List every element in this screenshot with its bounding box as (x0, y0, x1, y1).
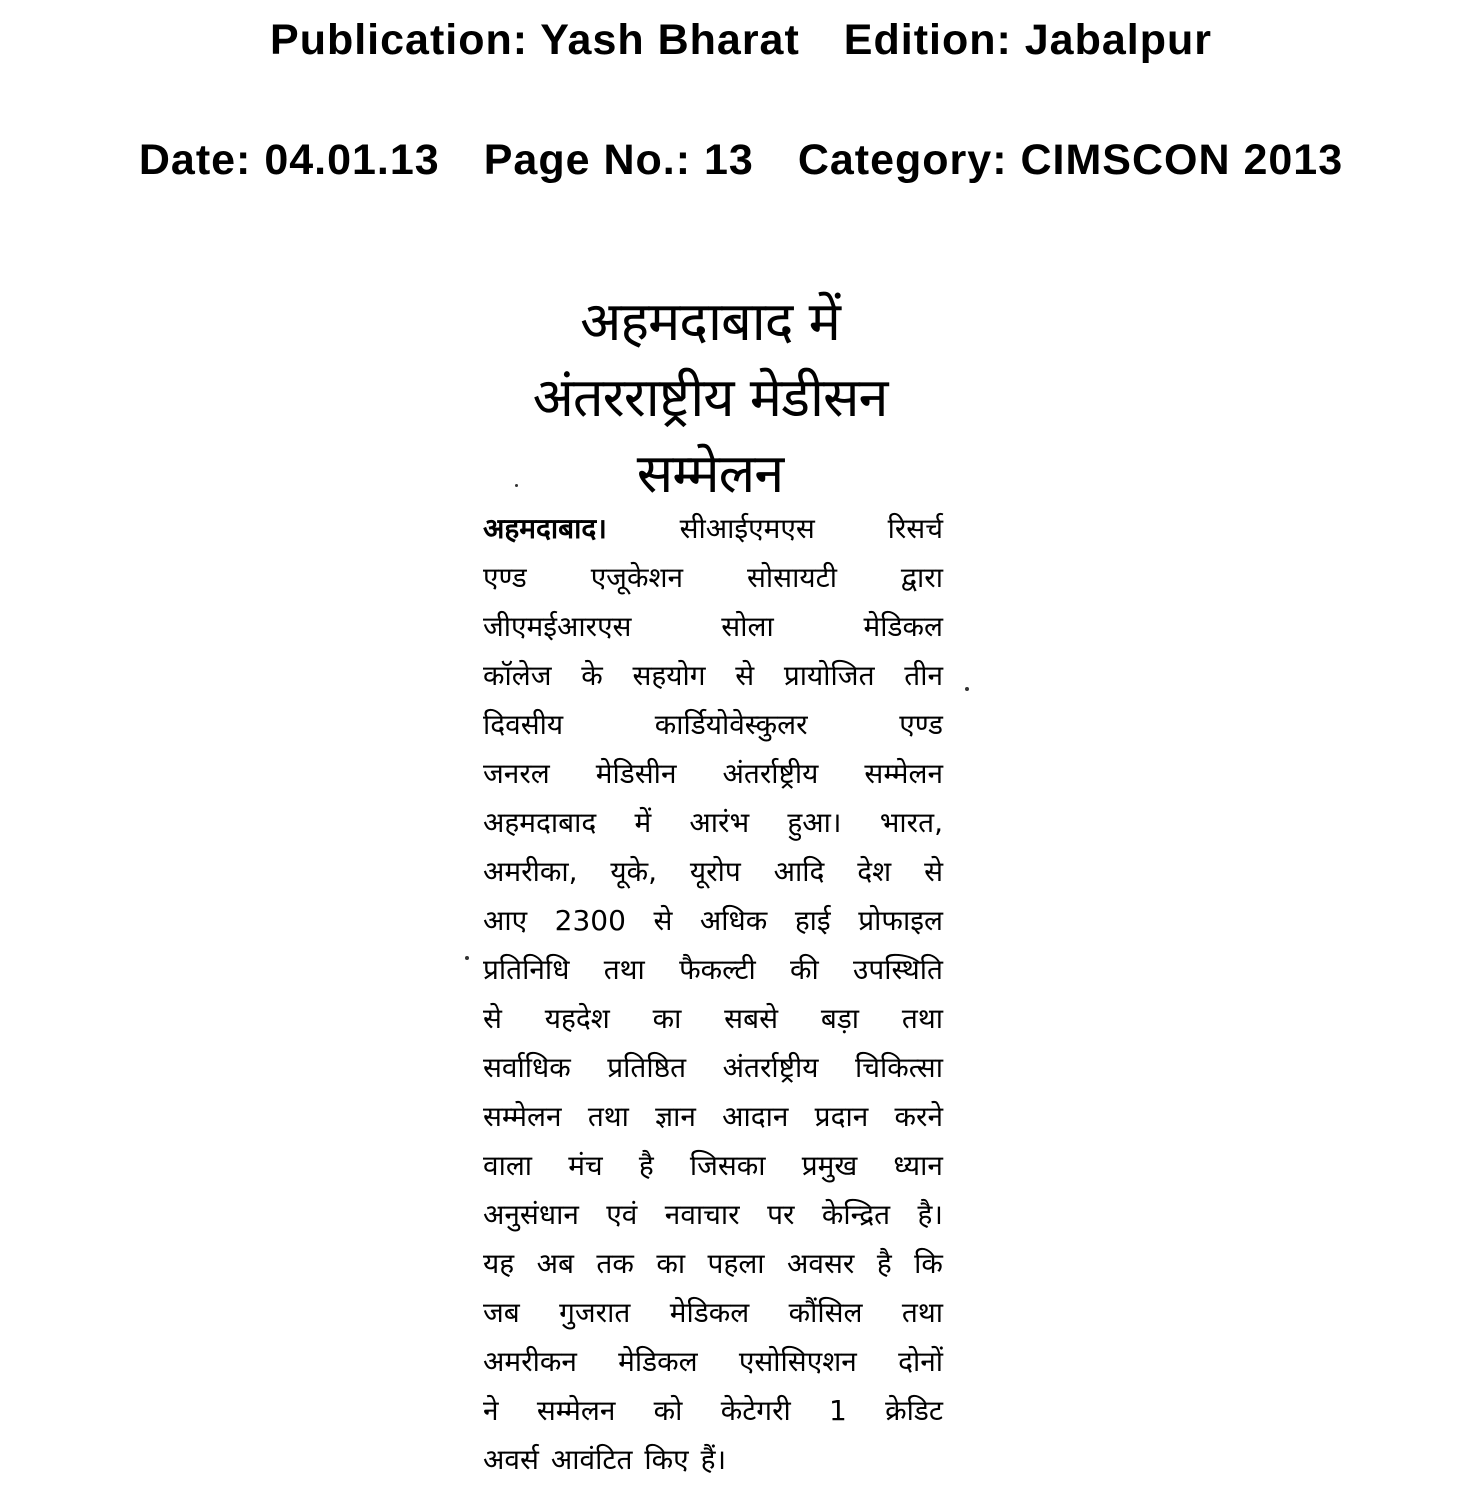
article-word: द्वारा (900, 561, 943, 594)
article-line (483, 994, 943, 1043)
article-word: सम्मेलन (536, 1394, 616, 1427)
article-word: प्रमुख (801, 1149, 858, 1182)
article-word: मेडिकल (669, 1296, 750, 1329)
article-word: का (656, 1247, 686, 1280)
article-word: दिवसीय (483, 708, 564, 741)
article-word: ने (483, 1394, 499, 1427)
article-word: तथा (901, 1296, 943, 1329)
article-word: दोनों (898, 1345, 943, 1378)
article-word: सहयोग (632, 659, 706, 692)
article-word: का (652, 1002, 682, 1035)
article-word: यहदेश (544, 1002, 610, 1035)
article-word: तथा (901, 1002, 943, 1035)
article-line (483, 1337, 943, 1386)
article-word: जब (483, 1296, 520, 1329)
article-word: चिकित्सा (855, 1051, 943, 1084)
article-line (483, 504, 943, 553)
meta-line-publication (0, 16, 1482, 65)
publication-label: Publication: Yash Bharat (270, 16, 800, 64)
article-word: फैकल्टी (679, 953, 756, 986)
article-word: तथा (603, 953, 645, 986)
article-word: जनरल (483, 757, 550, 790)
article-line (483, 1435, 943, 1484)
article-word: की (790, 953, 819, 986)
article-word: के (581, 659, 603, 692)
article-word: से (653, 904, 673, 937)
article-word: रिसर्च (887, 512, 943, 545)
article-line (483, 945, 943, 994)
article-word: अंतर्राष्ट्रीय (722, 757, 819, 790)
article-word: बड़ा (820, 1002, 860, 1035)
article-word: जीएमईआरएस (483, 610, 632, 643)
article-word: आवंटित (550, 1443, 633, 1476)
article-word: अवर्स (483, 1443, 539, 1476)
article-word: 2300 (554, 904, 626, 937)
print-speck (965, 687, 969, 691)
article-word: ध्यान (893, 1149, 943, 1182)
headline-line: अंतरराष्ट्रीय मेडीसन (532, 366, 888, 429)
article-word: है (638, 1149, 654, 1182)
article-line (483, 1092, 943, 1141)
article-word: अमरीकन (483, 1345, 577, 1378)
article-word: कार्डियोवेस्कुलर (654, 708, 808, 741)
article-word: एण्ड (483, 561, 527, 594)
article-word: हैं। (700, 1443, 727, 1476)
article-word: अमरीका, (483, 855, 578, 888)
article-word: क्रेडिट (885, 1394, 943, 1427)
headline-line: सम्मेलन (636, 442, 784, 505)
category-label: Category: CIMSCON 2013 (797, 136, 1344, 184)
article-line (483, 798, 943, 847)
article-word: सबसे (724, 1002, 779, 1035)
article-word: सोसायटी (747, 561, 837, 594)
article-word: से (483, 1002, 502, 1035)
article-word: अधिक (699, 904, 768, 937)
article-word: है। (917, 1198, 943, 1231)
article-word: मेडिकल (618, 1345, 698, 1378)
headline-line: अहमदाबाद में (580, 290, 840, 353)
article-word: जिसका (689, 1149, 766, 1182)
article-body (483, 504, 943, 1484)
newspaper-clipping (445, 262, 975, 1490)
page-number-label: Page No.: 13 (483, 136, 754, 184)
article-word: यूरोप (689, 855, 741, 888)
article-word: तीन (904, 659, 943, 692)
article-word: आदि (773, 855, 825, 888)
article-word: हाई (794, 904, 831, 937)
article-line (483, 896, 943, 945)
article-word: में (634, 806, 652, 839)
article-word: तक (596, 1247, 634, 1280)
article-word: अब (536, 1247, 574, 1280)
article-word: कॉलेज (483, 659, 552, 692)
article-line (483, 1043, 943, 1092)
article-word: अवसर (787, 1247, 855, 1280)
article-word: करने (894, 1100, 943, 1133)
article-word: किए (644, 1443, 689, 1476)
article-word: प्रोफाइल (858, 904, 943, 937)
article-line (483, 1190, 943, 1239)
article-word: प्रायोजित (783, 659, 875, 692)
article-line (483, 1288, 943, 1337)
article-word: अंतर्राष्ट्रीय (722, 1051, 819, 1084)
article-word: देश (857, 855, 892, 888)
meta-line-date (0, 136, 1482, 185)
edition-label: Edition: Jabalpur (843, 16, 1212, 64)
article-word: कि (914, 1247, 943, 1280)
article-word: यूके, (610, 855, 658, 888)
article-headline (445, 284, 975, 512)
article-word: तथा (587, 1100, 629, 1133)
article-word: हुआ। (787, 806, 842, 839)
article-word: सम्मेलन (483, 1100, 562, 1133)
article-word: को (653, 1394, 683, 1427)
article-word: उपस्थिति (853, 953, 943, 986)
article-word: मेडिसीन (595, 757, 677, 790)
article-word: एसोसिएशन (738, 1345, 857, 1378)
article-word: आदान (722, 1100, 789, 1133)
article-word: यह (483, 1247, 515, 1280)
article-word: प्रदान (814, 1100, 869, 1133)
article-word: आए (483, 904, 528, 937)
article-word: वाला (483, 1149, 533, 1182)
article-word: भारत, (879, 806, 943, 839)
article-word: आरंभ (689, 806, 750, 839)
article-word: कौंसिल (788, 1296, 863, 1329)
article-word: पर (767, 1198, 795, 1231)
article-word: प्रतिष्ठित (607, 1051, 687, 1084)
article-word: सर्वाधिक (483, 1051, 571, 1084)
article-word: से (735, 659, 755, 692)
article-line (483, 749, 943, 798)
article-word: सोला (721, 610, 774, 643)
article-line (483, 1239, 943, 1288)
article-line (483, 602, 943, 651)
article-word: मंच (568, 1149, 603, 1182)
article-word: अनुसंधान (483, 1198, 579, 1231)
date-label: Date: 04.01.13 (138, 136, 440, 184)
print-speck (465, 956, 469, 960)
article-word: अहमदाबाद (483, 806, 597, 839)
article-word: एजूकेशन (590, 561, 684, 594)
article-line (483, 1141, 943, 1190)
article-word: नवाचार (664, 1198, 740, 1231)
article-word: केन्द्रित (821, 1198, 891, 1231)
article-line (483, 553, 943, 602)
article-line (483, 651, 943, 700)
article-word: एवं (606, 1198, 638, 1231)
article-line (483, 847, 943, 896)
article-word: 1 (829, 1394, 847, 1427)
article-word: गुजरात (559, 1296, 631, 1329)
article-word: एण्ड (899, 708, 943, 741)
article-word: ज्ञान (655, 1100, 696, 1133)
article-line (483, 700, 943, 749)
article-word: सम्मेलन (864, 757, 943, 790)
article-word: मेडिकल (863, 610, 943, 643)
article-word: पहला (707, 1247, 765, 1280)
article-line (483, 1386, 943, 1435)
article-word: केटेगरी (720, 1394, 791, 1427)
article-word: है (876, 1247, 892, 1280)
article-word: सीआईएमएस (679, 512, 815, 545)
print-speck (515, 484, 518, 487)
article-word: से (924, 855, 943, 888)
article-word: प्रतिनिधि (483, 953, 570, 986)
article-dateline: अहमदाबाद। (483, 512, 607, 545)
